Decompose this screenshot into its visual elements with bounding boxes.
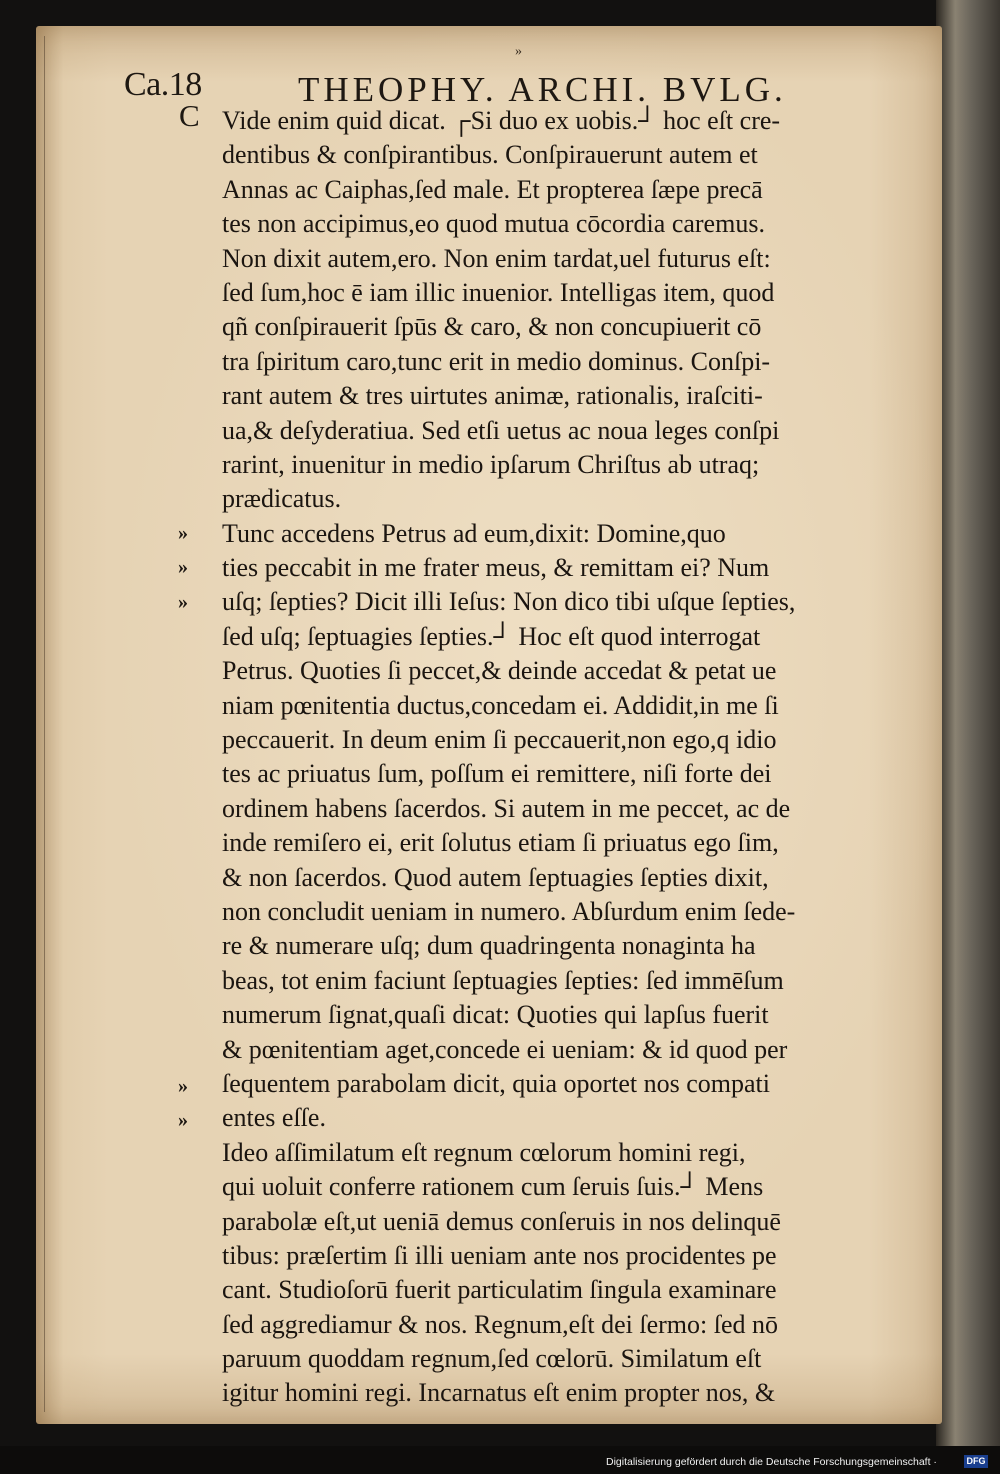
- text-line: entes eſſe.: [222, 1103, 326, 1133]
- book-edge: [936, 0, 1000, 1446]
- text-line: igitur homini regi. Incarnatus eſt enim propter nos, &: [222, 1378, 776, 1408]
- section-letter: C: [179, 98, 200, 133]
- text-line: ſed ſum,hoc ē iam illic inuenior. Intelligas item, quod: [222, 277, 775, 307]
- text-line: ties peccabit in me frater meus, & remittam ei? Num: [222, 553, 770, 583]
- text-line: ordinem habens ſacerdos. Si autem in me peccet, ac de: [222, 793, 791, 823]
- text-line: parabolæ eſt,ut ueniā demus conſeruis in nos delinquē: [222, 1206, 781, 1236]
- text-line: Petrus. Quoties ſi peccet,& deinde accedat & petat ue: [222, 656, 777, 686]
- text-line: tra ſpiritum caro,tunc erit in medio dominus. Conſpi-: [222, 346, 771, 376]
- text-line: paruum quoddam regnum,ſed cœlorū. Similatum eſt: [222, 1344, 762, 1374]
- page-margin-line: [44, 36, 45, 1412]
- margin-quote-marks: [178, 516, 208, 619]
- text-line: qui uoluit conferre rationem cum ſeruis ſuis.┘ Mens: [222, 1172, 764, 1202]
- text-line: numerum ſignat,quaſi dicat: Quoties qui lapſus fuerit: [222, 1000, 769, 1030]
- text-line: ſed uſq; ſeptuagies ſepties.┘ Hoc eſt quod interrogat: [222, 621, 761, 651]
- text-line: inde remiſero ei, erit ſolutus etiam ſi priuatus ego ſim,: [222, 828, 779, 858]
- text-line: uſq; ſepties? Dicit illi Ieſus: Non dico tibi uſque ſepties,: [222, 587, 796, 617]
- digitization-credit: Digitalisierung gefördert durch die Deutsche Forschungsgemeinschaft ·: [606, 1456, 937, 1468]
- quote-mark: »: [178, 1109, 188, 1132]
- text-line: Ideo aſſimilatum eſt regnum cœlorum homini regi,: [222, 1137, 746, 1167]
- text-line: ſed aggrediamur & nos. Regnum,eſt dei ſermo: ſed nō: [222, 1309, 778, 1339]
- quote-mark: »: [178, 556, 188, 579]
- text-line: Tunc accedens Petrus ad eum,dixit: Domine,quo: [222, 518, 726, 548]
- text-line: Non dixit autem,ero. Non enim tardat,uel futurus eſt:: [222, 243, 771, 273]
- text-line: qñ conſpirauerit ſpūs & caro, & non concupiuerit cō: [222, 312, 762, 342]
- signature-mark: »: [515, 44, 522, 59]
- text-line: tes ac priuatus ſum, poſſum ei remittere, niſi forte dei: [222, 759, 772, 789]
- text-line: & pœnitentiam aget,concede ei ueniam: & id quod per: [222, 1034, 788, 1064]
- quote-mark: »: [178, 590, 188, 613]
- text-line: re & numerare uſq; dum quadringenta nonaginta ha: [222, 931, 756, 961]
- text-line: rarint, inuenitur in medio ipſarum Chriſtus ab utraq;: [222, 449, 760, 479]
- text-line: Vide enim quid dicat. ┌Si duo ex uobis.┘ hoc eſt cre-: [222, 106, 781, 135]
- text-line: rant autem & tres uirtutes animæ, rationalis, iraſciti-: [222, 381, 763, 411]
- text-line: cant. Studioſorū fuerit particulatim ſingula examinare: [222, 1275, 777, 1305]
- text-line: peccauerit. In deum enim ſi peccauerit,non ego,q idio: [222, 725, 777, 755]
- text-line: tes non accipimus,eo quod mutua cōcordia caremus.: [222, 209, 765, 239]
- chapter-reference: Ca.18: [124, 66, 202, 103]
- text-line: non concludit ueniam in numero. Abſurdum enim ſede-: [222, 896, 796, 926]
- text-line: tibus: præſertim ſi illi ueniam ante nos procidentes pe: [222, 1240, 777, 1270]
- margin-quote-marks: [178, 1069, 208, 1138]
- quote-mark: »: [178, 522, 188, 544]
- text-line: & non ſacerdos. Quod autem ſeptuagies ſepties dixit,: [222, 862, 769, 892]
- quote-mark: »: [178, 1075, 188, 1097]
- body-text: [222, 104, 912, 1411]
- text-line: beas, tot enim faciunt ſeptuagies ſepties: ſed immēſum: [222, 965, 784, 995]
- text-line: ſequentem parabolam dicit, quia oportet nos compati: [222, 1068, 771, 1098]
- text-line: niam pœnitentia ductus,concedam ei. Addidit,in me ſi: [222, 690, 779, 720]
- text-line: ua,& deſyderatiua. Sed etſi uetus ac noua leges conſpi: [222, 415, 780, 445]
- text-line: prædicatus.: [222, 484, 342, 514]
- text-line: Annas ac Caiphas,ſed male. Et propterea ſæpe precā: [222, 174, 763, 204]
- dfg-logo: DFG: [964, 1455, 988, 1468]
- text-line: dentibus & conſpirantibus. Conſpirauerunt autem et: [222, 140, 758, 170]
- running-title: THEOPHY. ARCHI. BVLG.: [298, 70, 787, 109]
